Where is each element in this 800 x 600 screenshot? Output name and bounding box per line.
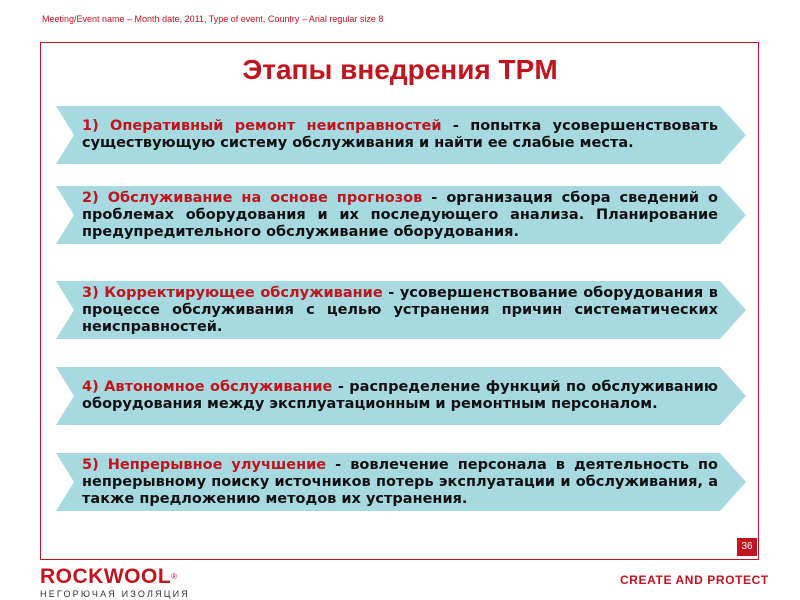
stage-lead: 2) Обслуживание на основе прогнозов xyxy=(82,189,423,206)
stage-box-2 xyxy=(56,186,746,244)
stage-text xyxy=(82,457,718,508)
stage-lead: 4) Автономное обслуживание xyxy=(82,379,333,395)
stage-box-5 xyxy=(56,453,746,511)
rockwool-logo xyxy=(40,566,190,599)
slogan: CREATE AND PROTECT xyxy=(620,573,769,587)
stage-description: - распределение функций по обслуживанию оборудования между эксплуатационным и ремонтным персоналом. xyxy=(82,379,718,412)
stage-description: - попытка усовершенствовать существующую систему обслуживания и найти ее слабые места. xyxy=(82,118,718,151)
stage-description: - вовлечение персонала в деятельность по непрерывному поиску источников потерь эксплуатации и обслуживания, а также предложению методов их устранения. xyxy=(82,456,718,507)
stage-description: - организация сбора сведений о проблемах оборудования и их последующего анализа. Планирование предупредительного обслуживание оборудования. xyxy=(82,189,718,240)
stage-lead: 3) Корректирующее обслуживание xyxy=(82,284,383,301)
stage-text xyxy=(82,118,718,152)
registered-mark-icon: ® xyxy=(171,572,178,581)
stage-lead: 5) Непрерывное улучшение xyxy=(82,456,327,473)
stage-text xyxy=(82,379,718,413)
logo-subtitle: НЕГОРЮЧАЯ ИЗОЛЯЦИЯ xyxy=(40,589,191,599)
logo-text: ROCKWOOL xyxy=(40,565,172,588)
stage-text xyxy=(82,190,718,241)
stage-box-4 xyxy=(56,367,746,425)
meeting-line: Meeting/Event name – Month date, 2011, Type of event, Country – Arial regular size 8 xyxy=(42,14,384,24)
stage-box-3 xyxy=(56,281,746,339)
stage-description: - усовершенствование оборудования в процессе обслуживания с целью устранения причин систематических неисправностей. xyxy=(82,284,718,335)
slide-title: Этапы внедрения TPM xyxy=(242,54,558,85)
page-number: 36 xyxy=(737,538,757,556)
stage-box-1 xyxy=(56,106,746,164)
stage-text xyxy=(82,285,718,336)
stage-lead: 1) Оперативный ремонт неисправностей xyxy=(82,118,442,134)
